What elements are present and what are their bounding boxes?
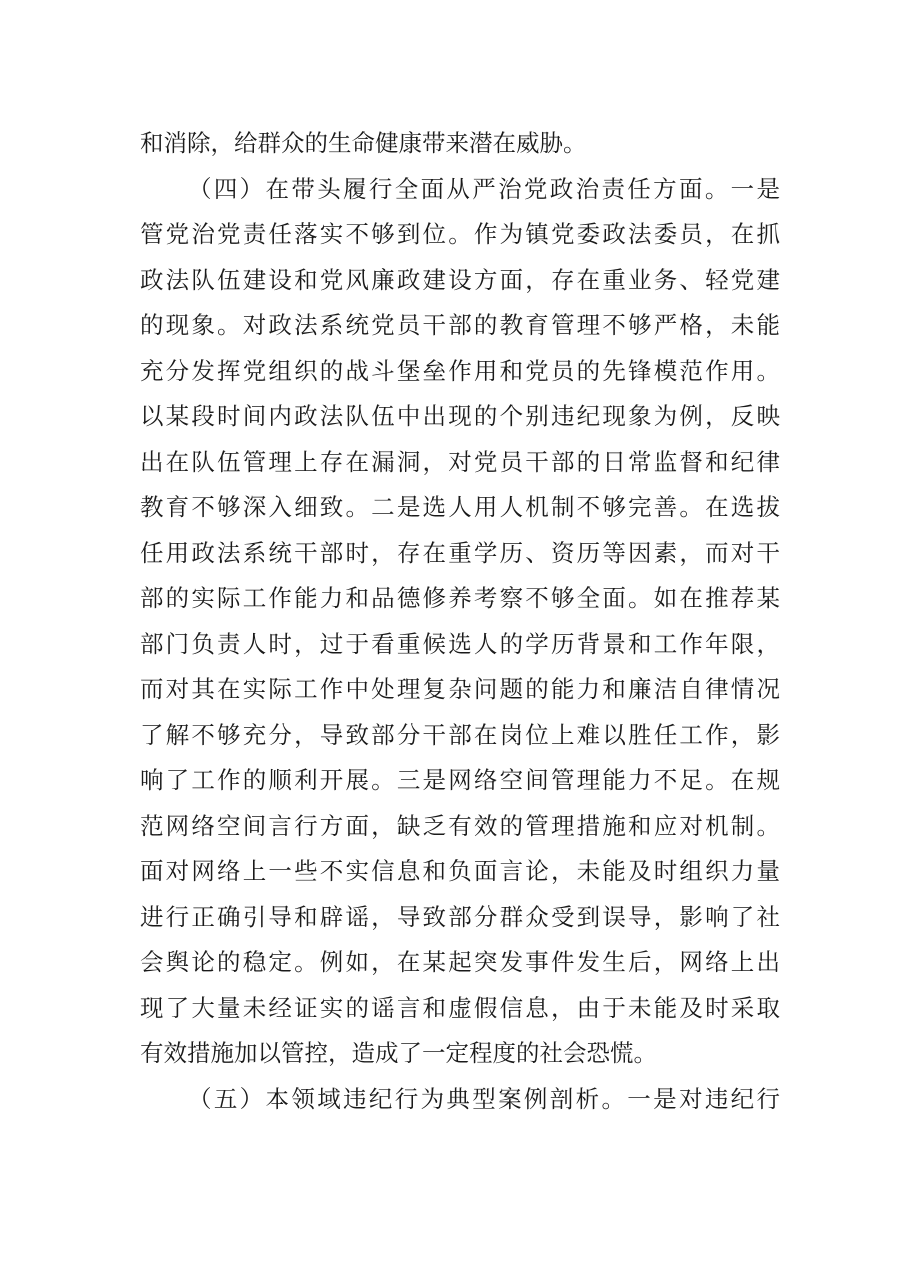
body-text	[140, 121, 780, 1122]
text-line-20: 现了大量未经证实的谣言和虚假信息，由于未能及时采取	[140, 993, 780, 1022]
text-line-2: （四）在带头履行全面从严治党政治责任方面。一是	[188, 174, 780, 203]
text-line-8: 出在队伍管理上存在漏洞，对党员干部的日常监督和纪律	[140, 447, 780, 476]
text-line-19: 会舆论的稳定。例如，在某起突发事件发生后，网络上出	[140, 948, 780, 976]
text-line-18: 进行正确引导和辟谣，导致部分群众受到误导，影响了社	[140, 902, 780, 931]
text-line-15: 响了工作的顺利开展。三是网络空间管理能力不足。在规	[140, 766, 780, 794]
text-line-17: 面对网络上一些不实信息和负面言论，未能及时组织力量	[140, 857, 780, 885]
text-line-11: 部的实际工作能力和品德修养考察不够全面。如在推荐某	[140, 584, 780, 612]
text-line-6: 充分发挥党组织的战斗堡垒作用和党员的先锋模范作用。	[140, 356, 780, 385]
text-line-5: 的现象。对政法系统党员干部的教育管理不够严格，未能	[140, 311, 780, 339]
text-line-1: 和消除，给群众的生命健康带来潜在威胁。	[140, 129, 587, 157]
text-line-10: 任用政法系统干部时，存在重学历、资历等因素，而对干	[140, 538, 780, 567]
text-line-3: 管党治党责任落实不够到位。作为镇党委政法委员，在抓	[140, 220, 780, 248]
text-line-12: 部门负责人时，过于看重候选人的学历背景和工作年限，	[140, 629, 780, 658]
text-line-7: 以某段时间内政法队伍中出现的个别违纪现象为例，反映	[140, 402, 780, 430]
text-line-4: 政法队伍建设和党风廉政建设方面，存在重业务、轻党建	[140, 265, 780, 294]
text-line-21: 有效措施加以管控，造成了一定程度的社会恐慌。	[140, 1039, 657, 1067]
text-line-22: （五）本领域违纪行为典型案例剖析。一是对违纪行	[188, 1084, 780, 1113]
text-line-13: 而对其在实际工作中处理复杂问题的能力和廉洁自律情况	[140, 675, 780, 703]
text-line-16: 范网络空间言行方面，缺乏有效的管理措施和应对机制。	[140, 811, 780, 840]
text-line-9: 教育不够深入细致。二是选人用人机制不够完善。在选拔	[140, 493, 780, 521]
text-line-14: 了解不够充分，导致部分干部在岗位上难以胜任工作，影	[140, 720, 780, 749]
